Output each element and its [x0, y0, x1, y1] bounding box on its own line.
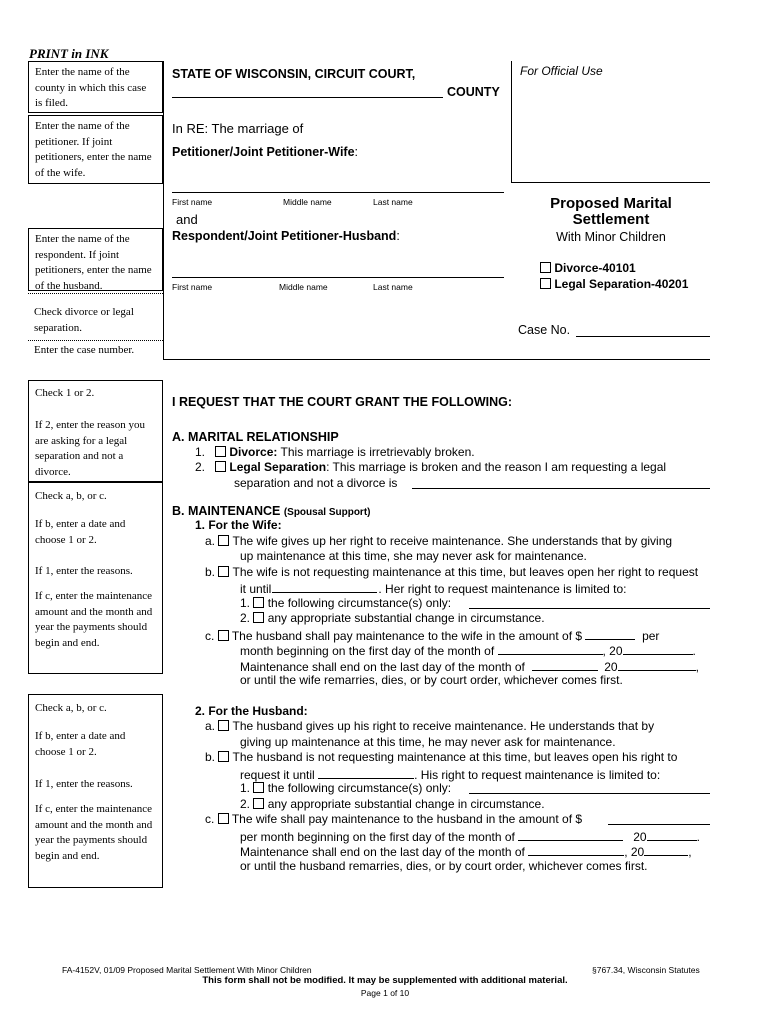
item-number: 1. [195, 445, 206, 459]
form-title [511, 196, 711, 228]
form-title-line1: Proposed Marital [550, 195, 672, 212]
official-use-label: For Official Use [520, 64, 603, 78]
divorce-checkbox[interactable] [540, 262, 551, 273]
husband-c-end-text: Maintenance shall end on the last day of the month of [240, 845, 525, 859]
wife-b1-checkbox[interactable] [253, 597, 264, 608]
husband-a-line1 [205, 719, 654, 735]
wife-c-per: per [642, 629, 660, 643]
item-letter: b. [205, 565, 216, 579]
separation-option-label: Legal Separation-40201 [554, 277, 689, 291]
wife-c-line3: Maintenance shall end on the last day of the month of 20 , [240, 660, 699, 674]
divorce-a1-checkbox[interactable] [215, 446, 226, 457]
husband-c-begin-year-prefix: 20 [633, 830, 647, 844]
instruction-respondent: Enter the name of the respondent. If joint petitioners, enter the name of the husband. [35, 233, 152, 292]
instruction-reason: If 2, enter the reason you are asking for a legal separation and not a divorce. [35, 419, 145, 478]
petitioner-name-field[interactable] [172, 192, 504, 193]
husband-b-limited-text: . His right to request maintenance is limited to: [414, 768, 661, 782]
husband-c-text: The wife shall pay maintenance to the husband in the amount of $ [231, 812, 583, 826]
section-b-title [172, 504, 371, 518]
instruction-if-c: If c, enter the maintenance amount and the month and year the payments should begin and end. [35, 803, 153, 862]
wife-c-begin-text: month beginning on the first day of the month of [240, 644, 495, 658]
footer-notice: This form shall not be modified. It may be supplemented with additional material. [202, 975, 568, 986]
wife-c-amount-field[interactable] [585, 627, 635, 640]
divider [28, 293, 163, 294]
in-re-label: In RE: The marriage of [172, 121, 304, 136]
wife-c-text: The husband shall pay maintenance to the wife in the amount of $ [231, 629, 583, 643]
husband-b1-line [240, 781, 451, 797]
item-number: 2. [240, 611, 251, 625]
footer-statute: §767.34, Wisconsin Statutes [592, 965, 700, 975]
separation-option [540, 277, 688, 291]
wife-c-begin-year-prefix: , 20 [602, 644, 623, 658]
respondent-first-name-label: First name [172, 282, 213, 292]
instruction-box-county [28, 61, 163, 113]
separation-a2-text: : This marriage is broken and the reason I am requesting a legal [326, 460, 667, 474]
husband-b1-text: the following circumstance(s) only: [267, 781, 452, 795]
request-heading: I REQUEST THAT THE COURT GRANT THE FOLLOWING: [172, 395, 513, 409]
wife-a-line1 [205, 534, 672, 550]
instruction-box-husband [28, 694, 163, 888]
item-number: 2. [195, 460, 206, 474]
husband-b-text: The husband is not requesting maintenance at this time, but leaves open his right to [232, 750, 678, 764]
instruction-box-petitioner [28, 115, 163, 184]
instruction-county: Enter the name of the county in which this case is filed. [35, 66, 147, 109]
wife-b-line1 [205, 565, 698, 581]
separation-reason-label: separation and not a divorce is [234, 476, 398, 490]
husband-c-line2: per month beginning on the first day of the month of 20 . [240, 830, 700, 844]
husband-b2-line [240, 797, 545, 813]
wife-b-limited-text: . Her right to request maintenance is limited to: [378, 582, 627, 596]
item-number: 1. [240, 596, 251, 610]
court-heading: STATE OF WISCONSIN, CIRCUIT COURT, [172, 67, 416, 81]
wife-b1-line [240, 596, 451, 612]
wife-c-end-text: Maintenance shall end on the last day of the month of [240, 660, 525, 674]
item-letter: a. [205, 719, 216, 733]
respondent-middle-name-label: Middle name [279, 282, 328, 292]
instruction-case-number: Enter the case number. [34, 344, 135, 356]
item-letter: b. [205, 750, 216, 764]
separation-a2-checkbox[interactable] [215, 461, 226, 472]
wife-b1-field[interactable] [469, 608, 710, 609]
county-label: COUNTY [447, 85, 500, 99]
print-in-ink: PRINT in INK [29, 46, 109, 61]
divider [28, 340, 163, 341]
instruction-if-1: If 1, enter the reasons. [35, 565, 133, 577]
instruction-box-wife [28, 482, 163, 674]
caption-bottom-rule [163, 359, 710, 360]
husband-b-until-field[interactable] [318, 766, 414, 779]
instruction-box-relationship [28, 380, 163, 482]
item-letter: a. [205, 534, 216, 548]
respondent-last-name-label: Last name [373, 282, 413, 292]
husband-a-line2: giving up maintenance at this time, he may never ask for maintenance. [240, 735, 616, 749]
footer-form-id: FA-4152V, 01/09 Proposed Marital Settlement With Minor Children [62, 965, 312, 975]
husband-title [195, 704, 308, 720]
official-use-rule [511, 61, 512, 182]
wife-c-end-year-prefix: 20 [604, 660, 618, 674]
petitioner-middle-name-label: Middle name [283, 197, 332, 207]
wife-b2-text: any appropriate substantial change in circumstance. [267, 611, 545, 625]
husband-c-line4: or until the husband remarries, dies, or by court order, whichever comes first. [240, 859, 648, 873]
section-b-title-text: B. MAINTENANCE [172, 504, 281, 518]
instruction-petitioner: Enter the name of the petitioner. If joint petitioners, enter the name of the wife. [35, 120, 152, 179]
husband-c-begin-month-field[interactable] [518, 828, 623, 841]
wife-b-text: The wife is not requesting maintenance at this time, but leaves open her right to request [232, 565, 699, 579]
county-field[interactable] [172, 97, 443, 98]
case-no-label: Case No. [518, 323, 571, 337]
instruction-if-b: If b, enter a date and choose 1 or 2. [35, 518, 126, 546]
husband-c-end-month-field[interactable] [528, 843, 624, 856]
wife-a-text: The wife gives up her right to receive maintenance. She understands that by giving [232, 534, 673, 548]
wife-title-text: 1. For the Wife: [195, 518, 282, 532]
husband-b-line1 [205, 750, 677, 766]
wife-c-line2: month beginning on the first day of the month of , 20 . [240, 644, 696, 658]
wife-a-checkbox[interactable] [218, 535, 229, 546]
petitioner-last-name-label: Last name [373, 197, 413, 207]
respondent-label-text: Respondent/Joint Petitioner-Husband [172, 229, 397, 243]
separation-reason-field[interactable] [412, 488, 710, 489]
separation-item [195, 460, 666, 476]
wife-a-line2: up maintenance at this time, she may never ask for maintenance. [240, 549, 587, 563]
wife-title [195, 518, 282, 534]
footer-page: Page 1 of 10 [360, 988, 410, 998]
husband-c-checkbox[interactable] [218, 813, 229, 824]
item-number: 1. [240, 781, 251, 795]
section-b-subtitle: (Spousal Support) [283, 507, 371, 518]
wife-b1-text: the following circumstance(s) only: [267, 596, 452, 610]
wife-c-begin-month-field[interactable] [498, 642, 603, 655]
divorce-option-label: Divorce-40101 [554, 261, 636, 275]
husband-c-line3: Maintenance shall end on the last day of the month of , 20 , [240, 845, 692, 859]
separation-checkbox[interactable] [540, 278, 551, 289]
item-letter: c. [205, 629, 215, 643]
instruction-check-abc: Check a, b, or c. [35, 490, 107, 502]
instruction-check-1-or-2: Check 1 or 2. [35, 387, 95, 399]
instruction-if-b: If b, enter a date and choose 1 or 2. [35, 730, 126, 758]
section-a-title: A. MARITAL RELATIONSHIP [172, 430, 339, 444]
husband-b2-checkbox[interactable] [253, 798, 264, 809]
husband-c-end-year-prefix: , 20 [624, 845, 645, 859]
husband-b2-text: any appropriate substantial change in circumstance. [267, 797, 545, 811]
wife-b-until-field[interactable] [272, 580, 377, 593]
item-letter: c. [205, 812, 215, 826]
husband-b-until-label: request it until [240, 768, 315, 782]
husband-c-amount-field[interactable] [608, 824, 710, 825]
petitioner-label-text: Petitioner/Joint Petitioner-Wife [172, 145, 355, 159]
form-subtitle: With Minor Children [556, 230, 666, 244]
and-label: and [176, 212, 198, 227]
case-no-field[interactable] [576, 336, 710, 337]
husband-c-begin-text: per month beginning on the first day of the month of [240, 830, 515, 844]
husband-a-text: The husband gives up his right to receive maintenance. He understands that by [232, 719, 655, 733]
divorce-a1-text: This marriage is irretrievably broken. [277, 445, 475, 459]
wife-c-end-month-field[interactable] [532, 658, 598, 671]
instruction-check-abc: Check a, b, or c. [35, 702, 107, 714]
wife-c-checkbox[interactable] [218, 630, 229, 641]
husband-a-checkbox[interactable] [218, 720, 229, 731]
divorce-option [540, 261, 636, 275]
husband-b1-field[interactable] [469, 793, 710, 794]
wife-b-line2 [240, 580, 626, 598]
respondent-label: Respondent/Joint Petitioner-Husband: [172, 229, 400, 243]
wife-b-until-label: it until [240, 582, 272, 596]
instruction-if-1: If 1, enter the reasons. [35, 778, 133, 790]
petitioner-first-name-label: First name [172, 197, 213, 207]
wife-b-checkbox[interactable] [218, 566, 229, 577]
divorce-a1-label: Divorce: [229, 445, 278, 459]
husband-b-checkbox[interactable] [218, 751, 229, 762]
respondent-name-field[interactable] [172, 277, 504, 278]
separation-reason-line [234, 476, 397, 492]
wife-c-begin-year-field[interactable] [623, 642, 693, 655]
instruction-if-c: If c, enter the maintenance amount and the month and year the payments should begin and end. [35, 590, 153, 649]
divorce-item [195, 445, 475, 461]
instruction-box-respondent [28, 228, 163, 291]
husband-c-begin-year-field[interactable] [647, 828, 697, 841]
separation-a2-label: Legal Separation [229, 460, 327, 474]
wife-c-line4: or until the wife remarries, dies, or by court order, whichever comes first. [240, 673, 623, 687]
husband-b1-checkbox[interactable] [253, 782, 264, 793]
wife-c-end-year-field[interactable] [618, 658, 696, 671]
instruction-check-divorce: Check divorce or legal separation. [34, 306, 134, 334]
husband-c-line1 [205, 812, 582, 828]
husband-c-end-year-field[interactable] [644, 843, 688, 856]
husband-title-text: 2. For the Husband: [195, 704, 308, 718]
wife-b2-line [240, 611, 545, 627]
caption-vertical-rule [163, 61, 164, 359]
form-title-line2: Settlement [572, 211, 650, 228]
official-use-bottom [511, 182, 710, 183]
petitioner-label: Petitioner/Joint Petitioner-Wife: [172, 145, 359, 159]
wife-b2-checkbox[interactable] [253, 612, 264, 623]
item-number: 2. [240, 797, 251, 811]
